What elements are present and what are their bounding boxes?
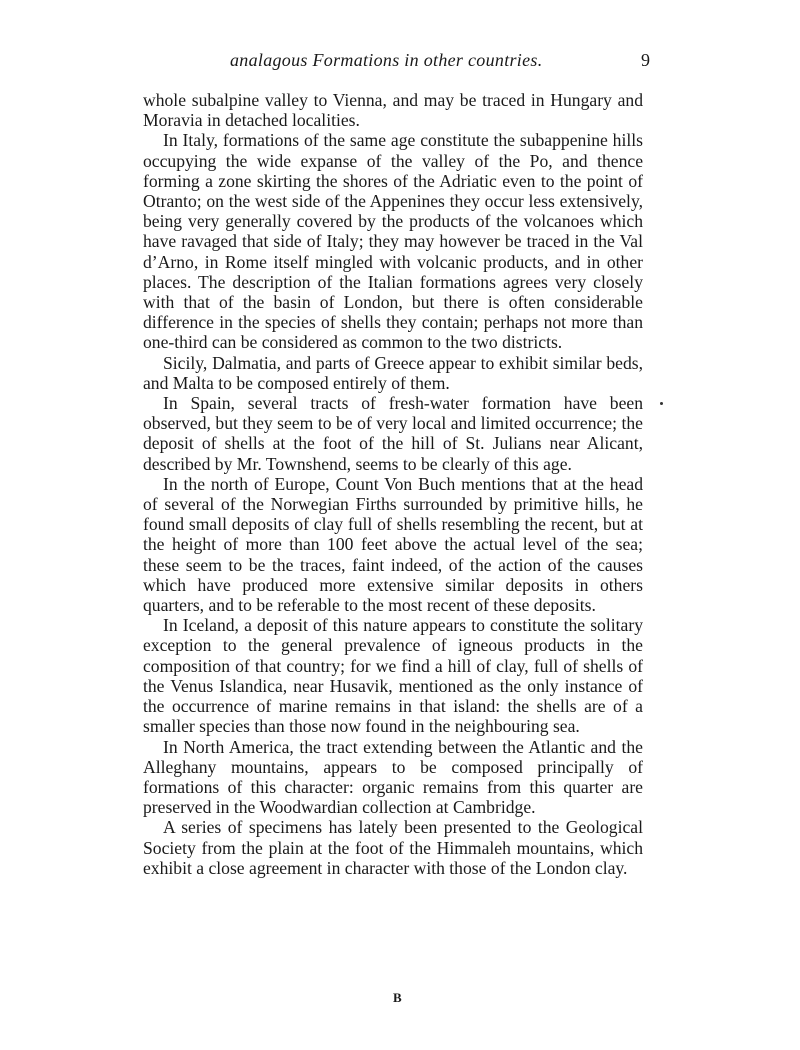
paragraph-north-europe: In the north of Europe, Count Von Buch mentions that at the head of several of the Norwegian Firths surrounded by primitive hills, he found small deposits of clay full of shells resembling the recent, but at the height of more than 100 feet above the actual level of the sea; these seem to be the traces, faint indeed, of the action of the causes which have produced more extensive similar deposits in others quarters, and to be referable to the most recent of these deposits. [143,473,643,616]
signature-mark: B [393,990,402,1005]
paragraph-himmaleh: A series of specimens has lately been presented to the Geological Society from the plain at the foot of the Himmaleh mountains, which exhibit a close agreement in character with those of the London clay. [143,817,643,878]
paragraph-hungary: whole subalpine valley to Vienna, and may be traced in Hungary and Moravia in detached localities. [143,90,643,131]
paragraph-north-america: In North America, the tract extending between the Atlantic and the Alleghany mountains, appears to be composed principally of formations of this character: organic remains from this quarter are preserved in the Woodwardian collection at Cambridge. [143,736,643,818]
body-text [143,90,643,878]
paragraph-italy: In Italy, formations of the same age constitute the subappenine hills occupying the wide expanse of the valley of the Po, and thence forming a zone skirting the shores of the Adriatic even to the point of Otranto; on the west side of the Appenines they occur less extensively, being very generally covered by the products of the volcanoes which have ravaged that side of Italy; they may however be traced in the Val d’Arno, in Rome itself mingled with volcanic products, and in other places. The description of the Italian formations agrees very closely with that of the basin of London, but there is often considerable difference in the species of shells they contain; perhaps not more than one-third can be considered as common to the two districts. [143,130,643,353]
paragraph-sicily: Sicily, Dalmatia, and parts of Greece appear to exhibit similar beds, and Malta to be composed entirely of them. [143,352,643,393]
paragraph-iceland: In Iceland, a deposit of this nature appears to constitute the solitary exception to the general prevalence of igneous products in the composition of that country; for we find a hill of clay, full of shells of the Venus Islandica, near Husavik, mentioned as the only instance of the occurrence of marine remains in that island: the shells are of a smaller species than those now found in the neighbouring sea. [143,615,643,737]
page-number: 9 [641,50,650,70]
running-title: analagous Formations in other countries. [230,50,543,70]
margin-ink-dot [660,402,663,405]
paragraph-spain: In Spain, several tracts of fresh-water formation have been observed, but they seem to be of very local and limited occurrence; the deposit of shells at the foot of the hill of St. Julians near Alicant, described by Mr. Townshend, seems to be clearly of this age. [143,393,643,474]
